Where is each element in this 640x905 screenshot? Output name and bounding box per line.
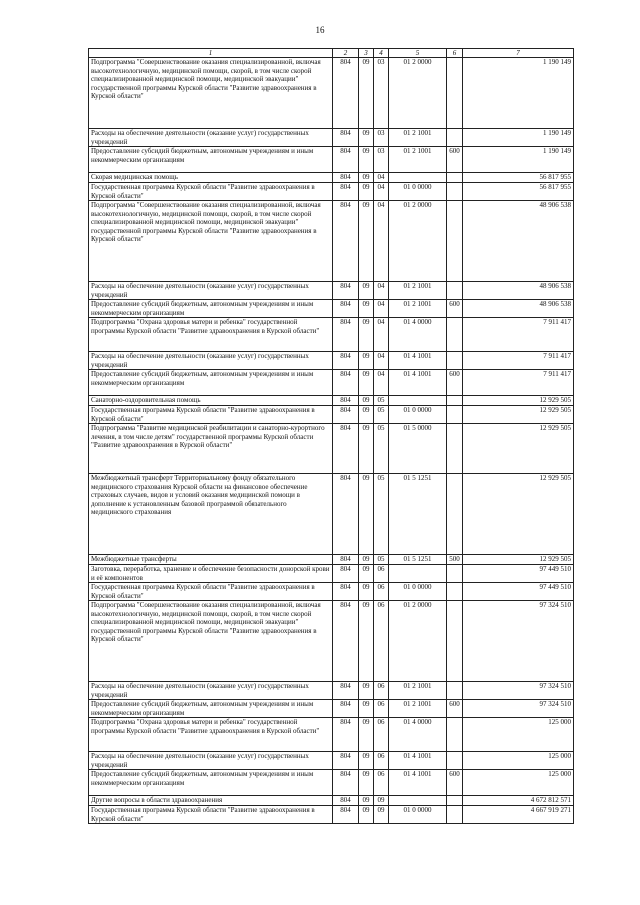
cell-name: Межбюджетные трансферты [89, 555, 333, 565]
cell-pr: 04 [374, 282, 389, 300]
cell-pr: 03 [374, 58, 389, 129]
cell-amount: 12 929 505 [463, 396, 574, 406]
table-row [89, 555, 574, 565]
table-row [89, 770, 574, 796]
cell-csr: 01 2 1001 [389, 700, 447, 718]
cell-pr: 04 [374, 318, 389, 352]
cell-name: Государственная программа Курской области "Развитие здравоохранения в Курской области" [89, 806, 333, 824]
table-row [89, 352, 574, 370]
cell-amount: 4 672 812 571 [463, 796, 574, 806]
cell-csr: 01 4 1001 [389, 352, 447, 370]
cell-csr: 01 2 1001 [389, 129, 447, 147]
cell-name: Подпрограмма "Совершенствование оказания специализированной, включая высокотехнологичную, медицинской помощи, скорой, в том числе скорой специализированной медицинской помощи, медицинской эвакуации" государственной программы Курской области "Развитие здравоохранения в Курской области" [89, 201, 333, 282]
table-row [89, 718, 574, 752]
table-row [89, 601, 574, 682]
cell-pr: 06 [374, 682, 389, 700]
cell-amount: 1 190 149 [463, 147, 574, 173]
cell-rz: 09 [359, 173, 374, 183]
cell-name: Расходы на обеспечение деятельности (оказание услуг) государственных учреждений [89, 129, 333, 147]
cell-amount: 7 911 417 [463, 370, 574, 396]
cell-name: Расходы на обеспечение деятельности (оказание услуг) государственных учреждений [89, 282, 333, 300]
cell-name: Санаторно-оздоровительная помощь [89, 396, 333, 406]
table-row [89, 406, 574, 424]
cell-vr [447, 682, 463, 700]
cell-grbs: 804 [333, 370, 359, 396]
cell-rz: 09 [359, 318, 374, 352]
cell-amount: 7 911 417 [463, 318, 574, 352]
cell-amount: 48 906 538 [463, 282, 574, 300]
cell-pr: 03 [374, 129, 389, 147]
cell-rz: 09 [359, 718, 374, 752]
table-body [89, 58, 574, 824]
cell-vr [447, 406, 463, 424]
cell-csr: 01 0 0000 [389, 183, 447, 201]
table-row [89, 752, 574, 770]
cell-csr: 01 2 0000 [389, 201, 447, 282]
table-row [89, 583, 574, 601]
cell-pr: 03 [374, 147, 389, 173]
cell-csr: 01 2 0000 [389, 601, 447, 682]
cell-name: Скорая медицинская помощь [89, 173, 333, 183]
cell-pr: 04 [374, 370, 389, 396]
cell-name: Государственная программа Курской области "Развитие здравоохранения в Курской области" [89, 406, 333, 424]
cell-rz: 09 [359, 300, 374, 318]
cell-vr [447, 474, 463, 555]
cell-grbs: 804 [333, 565, 359, 583]
page-number: 16 [315, 25, 325, 35]
cell-pr: 05 [374, 474, 389, 555]
cell-vr [447, 58, 463, 129]
cell-amount: 48 906 538 [463, 201, 574, 282]
table-row [89, 565, 574, 583]
cell-rz: 09 [359, 770, 374, 796]
cell-rz: 09 [359, 282, 374, 300]
cell-amount: 125 000 [463, 752, 574, 770]
cell-pr: 04 [374, 300, 389, 318]
cell-vr [447, 796, 463, 806]
cell-vr [447, 173, 463, 183]
cell-pr: 05 [374, 406, 389, 424]
cell-amount: 125 000 [463, 770, 574, 796]
cell-pr: 06 [374, 752, 389, 770]
cell-pr: 09 [374, 796, 389, 806]
cell-name: Другие вопросы в области здравоохранения [89, 796, 333, 806]
cell-rz: 09 [359, 370, 374, 396]
cell-amount: 97 324 510 [463, 700, 574, 718]
table-row [89, 282, 574, 300]
table-row [89, 183, 574, 201]
cell-name: Подпрограмма "Совершенствование оказания специализированной, включая высокотехнологичную, медицинской помощи, скорой, в том числе скорой специализированной медицинской помощи, медицинской эвакуации" государственной программы Курской области "Развитие здравоохранения в Курской области" [89, 58, 333, 129]
cell-rz: 09 [359, 424, 374, 474]
cell-vr: 600 [447, 300, 463, 318]
cell-rz: 09 [359, 806, 374, 824]
cell-vr [447, 282, 463, 300]
cell-csr: 01 4 0000 [389, 718, 447, 752]
cell-rz: 09 [359, 583, 374, 601]
cell-rz: 09 [359, 796, 374, 806]
cell-csr: 01 2 0000 [389, 58, 447, 129]
cell-vr [447, 565, 463, 583]
cell-vr [447, 583, 463, 601]
cell-rz: 09 [359, 700, 374, 718]
cell-vr [447, 396, 463, 406]
cell-grbs: 804 [333, 770, 359, 796]
cell-vr [447, 183, 463, 201]
cell-csr: 01 5 0000 [389, 424, 447, 474]
cell-vr: 600 [447, 370, 463, 396]
cell-pr: 04 [374, 173, 389, 183]
column-header-rz: 3 [359, 49, 374, 58]
cell-name: Предоставление субсидий бюджетным, автономным учреждениям и иным некоммерческим организациям [89, 147, 333, 173]
cell-vr [447, 318, 463, 352]
cell-grbs: 804 [333, 474, 359, 555]
table-row [89, 424, 574, 474]
cell-rz: 09 [359, 147, 374, 173]
cell-amount: 1 190 149 [463, 58, 574, 129]
cell-vr [447, 752, 463, 770]
cell-vr [447, 806, 463, 824]
cell-grbs: 804 [333, 183, 359, 201]
cell-name: Подпрограмма "Охрана здоровья матери и ребенка" государственной программы Курской области "Развитие здравоохранения в Курской области" [89, 718, 333, 752]
cell-csr: 01 4 1001 [389, 770, 447, 796]
cell-vr [447, 129, 463, 147]
table-row [89, 129, 574, 147]
cell-grbs: 804 [333, 352, 359, 370]
cell-csr [389, 565, 447, 583]
table-row [89, 396, 574, 406]
cell-grbs: 804 [333, 282, 359, 300]
cell-csr: 01 0 0000 [389, 583, 447, 601]
cell-name: Государственная программа Курской области "Развитие здравоохранения в Курской области" [89, 583, 333, 601]
table-row [89, 806, 574, 824]
cell-csr: 01 5 1251 [389, 474, 447, 555]
cell-csr [389, 396, 447, 406]
cell-rz: 09 [359, 752, 374, 770]
budget-table [88, 48, 574, 824]
column-header-name: 1 [89, 49, 333, 58]
cell-name: Заготовка, переработка, хранение и обеспечение безопасности донорской крови и её компонентов [89, 565, 333, 583]
cell-csr: 01 2 1001 [389, 147, 447, 173]
cell-rz: 09 [359, 396, 374, 406]
cell-amount: 97 449 510 [463, 565, 574, 583]
table-row [89, 300, 574, 318]
cell-amount: 48 906 538 [463, 300, 574, 318]
cell-grbs: 804 [333, 555, 359, 565]
cell-grbs: 804 [333, 58, 359, 129]
cell-name: Подпрограмма "Совершенствование оказания специализированной, включая высокотехнологичную, медицинской помощи, скорой, в том числе скорой специализированной медицинской помощи, медицинской эвакуации" государственной программы Курской области "Развитие здравоохранения в Курской области" [89, 601, 333, 682]
table-row [89, 474, 574, 555]
table-row [89, 147, 574, 173]
cell-name: Межбюджетный трансферт Территориальному фонду обязательного медицинского страхования Курской области на финансовое обеспечение страховых случаев, видов и условий оказания медицинской помощи в дополнение к установленным базовой программой обязательного медицинского страхования [89, 474, 333, 555]
table-row [89, 318, 574, 352]
column-header-amount: 7 [463, 49, 574, 58]
cell-vr [447, 424, 463, 474]
cell-name: Подпрограмма "Охрана здоровья матери и ребенка" государственной программы Курской области "Развитие здравоохранения в Курской области" [89, 318, 333, 352]
table-row [89, 796, 574, 806]
table-row [89, 58, 574, 129]
cell-csr: 01 2 1001 [389, 282, 447, 300]
cell-grbs: 804 [333, 806, 359, 824]
cell-grbs: 804 [333, 752, 359, 770]
cell-grbs: 804 [333, 583, 359, 601]
cell-grbs: 804 [333, 601, 359, 682]
cell-pr: 06 [374, 770, 389, 796]
cell-amount: 56 817 955 [463, 183, 574, 201]
cell-pr: 06 [374, 565, 389, 583]
cell-grbs: 804 [333, 201, 359, 282]
cell-rz: 09 [359, 682, 374, 700]
cell-rz: 09 [359, 352, 374, 370]
cell-amount: 97 324 510 [463, 601, 574, 682]
cell-csr: 01 5 1251 [389, 555, 447, 565]
table-row [89, 201, 574, 282]
cell-grbs: 804 [333, 406, 359, 424]
cell-vr [447, 718, 463, 752]
column-header-vr: 6 [447, 49, 463, 58]
cell-amount: 97 449 510 [463, 583, 574, 601]
cell-name: Предоставление субсидий бюджетным, автономным учреждениям и иным некоммерческим организациям [89, 770, 333, 796]
cell-pr: 06 [374, 700, 389, 718]
cell-vr: 500 [447, 555, 463, 565]
cell-csr: 01 2 1001 [389, 300, 447, 318]
cell-vr: 600 [447, 770, 463, 796]
cell-pr: 06 [374, 718, 389, 752]
cell-amount: 97 324 510 [463, 682, 574, 700]
cell-rz: 09 [359, 129, 374, 147]
cell-pr: 04 [374, 352, 389, 370]
cell-grbs: 804 [333, 796, 359, 806]
table-row [89, 682, 574, 700]
cell-name: Расходы на обеспечение деятельности (оказание услуг) государственных учреждений [89, 752, 333, 770]
cell-grbs: 804 [333, 682, 359, 700]
cell-csr: 01 4 1001 [389, 370, 447, 396]
cell-pr: 05 [374, 424, 389, 474]
cell-csr [389, 173, 447, 183]
cell-name: Расходы на обеспечение деятельности (оказание услуг) государственных учреждений [89, 682, 333, 700]
cell-grbs: 804 [333, 318, 359, 352]
cell-amount: 7 911 417 [463, 352, 574, 370]
cell-pr: 04 [374, 201, 389, 282]
table-row [89, 370, 574, 396]
cell-grbs: 804 [333, 147, 359, 173]
cell-name: Расходы на обеспечение деятельности (оказание услуг) государственных учреждений [89, 352, 333, 370]
cell-grbs: 804 [333, 129, 359, 147]
cell-grbs: 804 [333, 396, 359, 406]
cell-pr: 05 [374, 396, 389, 406]
cell-csr: 01 0 0000 [389, 406, 447, 424]
table-row [89, 700, 574, 718]
cell-name: Предоставление субсидий бюджетным, автономным учреждениям и иным некоммерческим организациям [89, 370, 333, 396]
cell-vr [447, 201, 463, 282]
table-header-row [89, 49, 574, 58]
column-header-csr: 5 [389, 49, 447, 58]
cell-amount: 12 929 505 [463, 424, 574, 474]
cell-csr [389, 796, 447, 806]
cell-amount: 1 190 149 [463, 129, 574, 147]
cell-name: Предоставление субсидий бюджетным, автономным учреждениям и иным некоммерческим организациям [89, 300, 333, 318]
cell-vr: 600 [447, 147, 463, 173]
cell-amount: 12 929 505 [463, 555, 574, 565]
cell-vr [447, 352, 463, 370]
cell-name: Государственная программа Курской области "Развитие здравоохранения в Курской области" [89, 183, 333, 201]
cell-rz: 09 [359, 201, 374, 282]
cell-csr: 01 4 1001 [389, 752, 447, 770]
column-header-grbs: 2 [333, 49, 359, 58]
cell-amount: 56 817 955 [463, 173, 574, 183]
column-header-pr: 4 [374, 49, 389, 58]
cell-grbs: 804 [333, 718, 359, 752]
cell-amount: 125 000 [463, 718, 574, 752]
cell-rz: 09 [359, 58, 374, 129]
cell-grbs: 804 [333, 700, 359, 718]
cell-csr: 01 4 0000 [389, 318, 447, 352]
table-row [89, 173, 574, 183]
cell-grbs: 804 [333, 424, 359, 474]
cell-csr: 01 2 1001 [389, 682, 447, 700]
cell-csr: 01 0 0000 [389, 806, 447, 824]
cell-rz: 09 [359, 601, 374, 682]
cell-pr: 04 [374, 183, 389, 201]
cell-rz: 09 [359, 555, 374, 565]
cell-amount: 12 929 505 [463, 406, 574, 424]
cell-vr: 600 [447, 700, 463, 718]
cell-rz: 09 [359, 183, 374, 201]
cell-pr: 06 [374, 583, 389, 601]
cell-pr: 09 [374, 806, 389, 824]
cell-pr: 06 [374, 601, 389, 682]
cell-vr [447, 601, 463, 682]
cell-grbs: 804 [333, 173, 359, 183]
cell-name: Подпрограмма "Развитие медицинской реабилитации и санаторно-курортного лечения, в том числе детям" государственной программы Курской области "Развитие здравоохранения в Курской области" [89, 424, 333, 474]
cell-amount: 12 929 505 [463, 474, 574, 555]
cell-grbs: 804 [333, 300, 359, 318]
cell-name: Предоставление субсидий бюджетным, автономным учреждениям и иным некоммерческим организациям [89, 700, 333, 718]
cell-rz: 09 [359, 474, 374, 555]
cell-pr: 05 [374, 555, 389, 565]
cell-rz: 09 [359, 565, 374, 583]
cell-rz: 09 [359, 406, 374, 424]
cell-amount: 4 667 919 271 [463, 806, 574, 824]
